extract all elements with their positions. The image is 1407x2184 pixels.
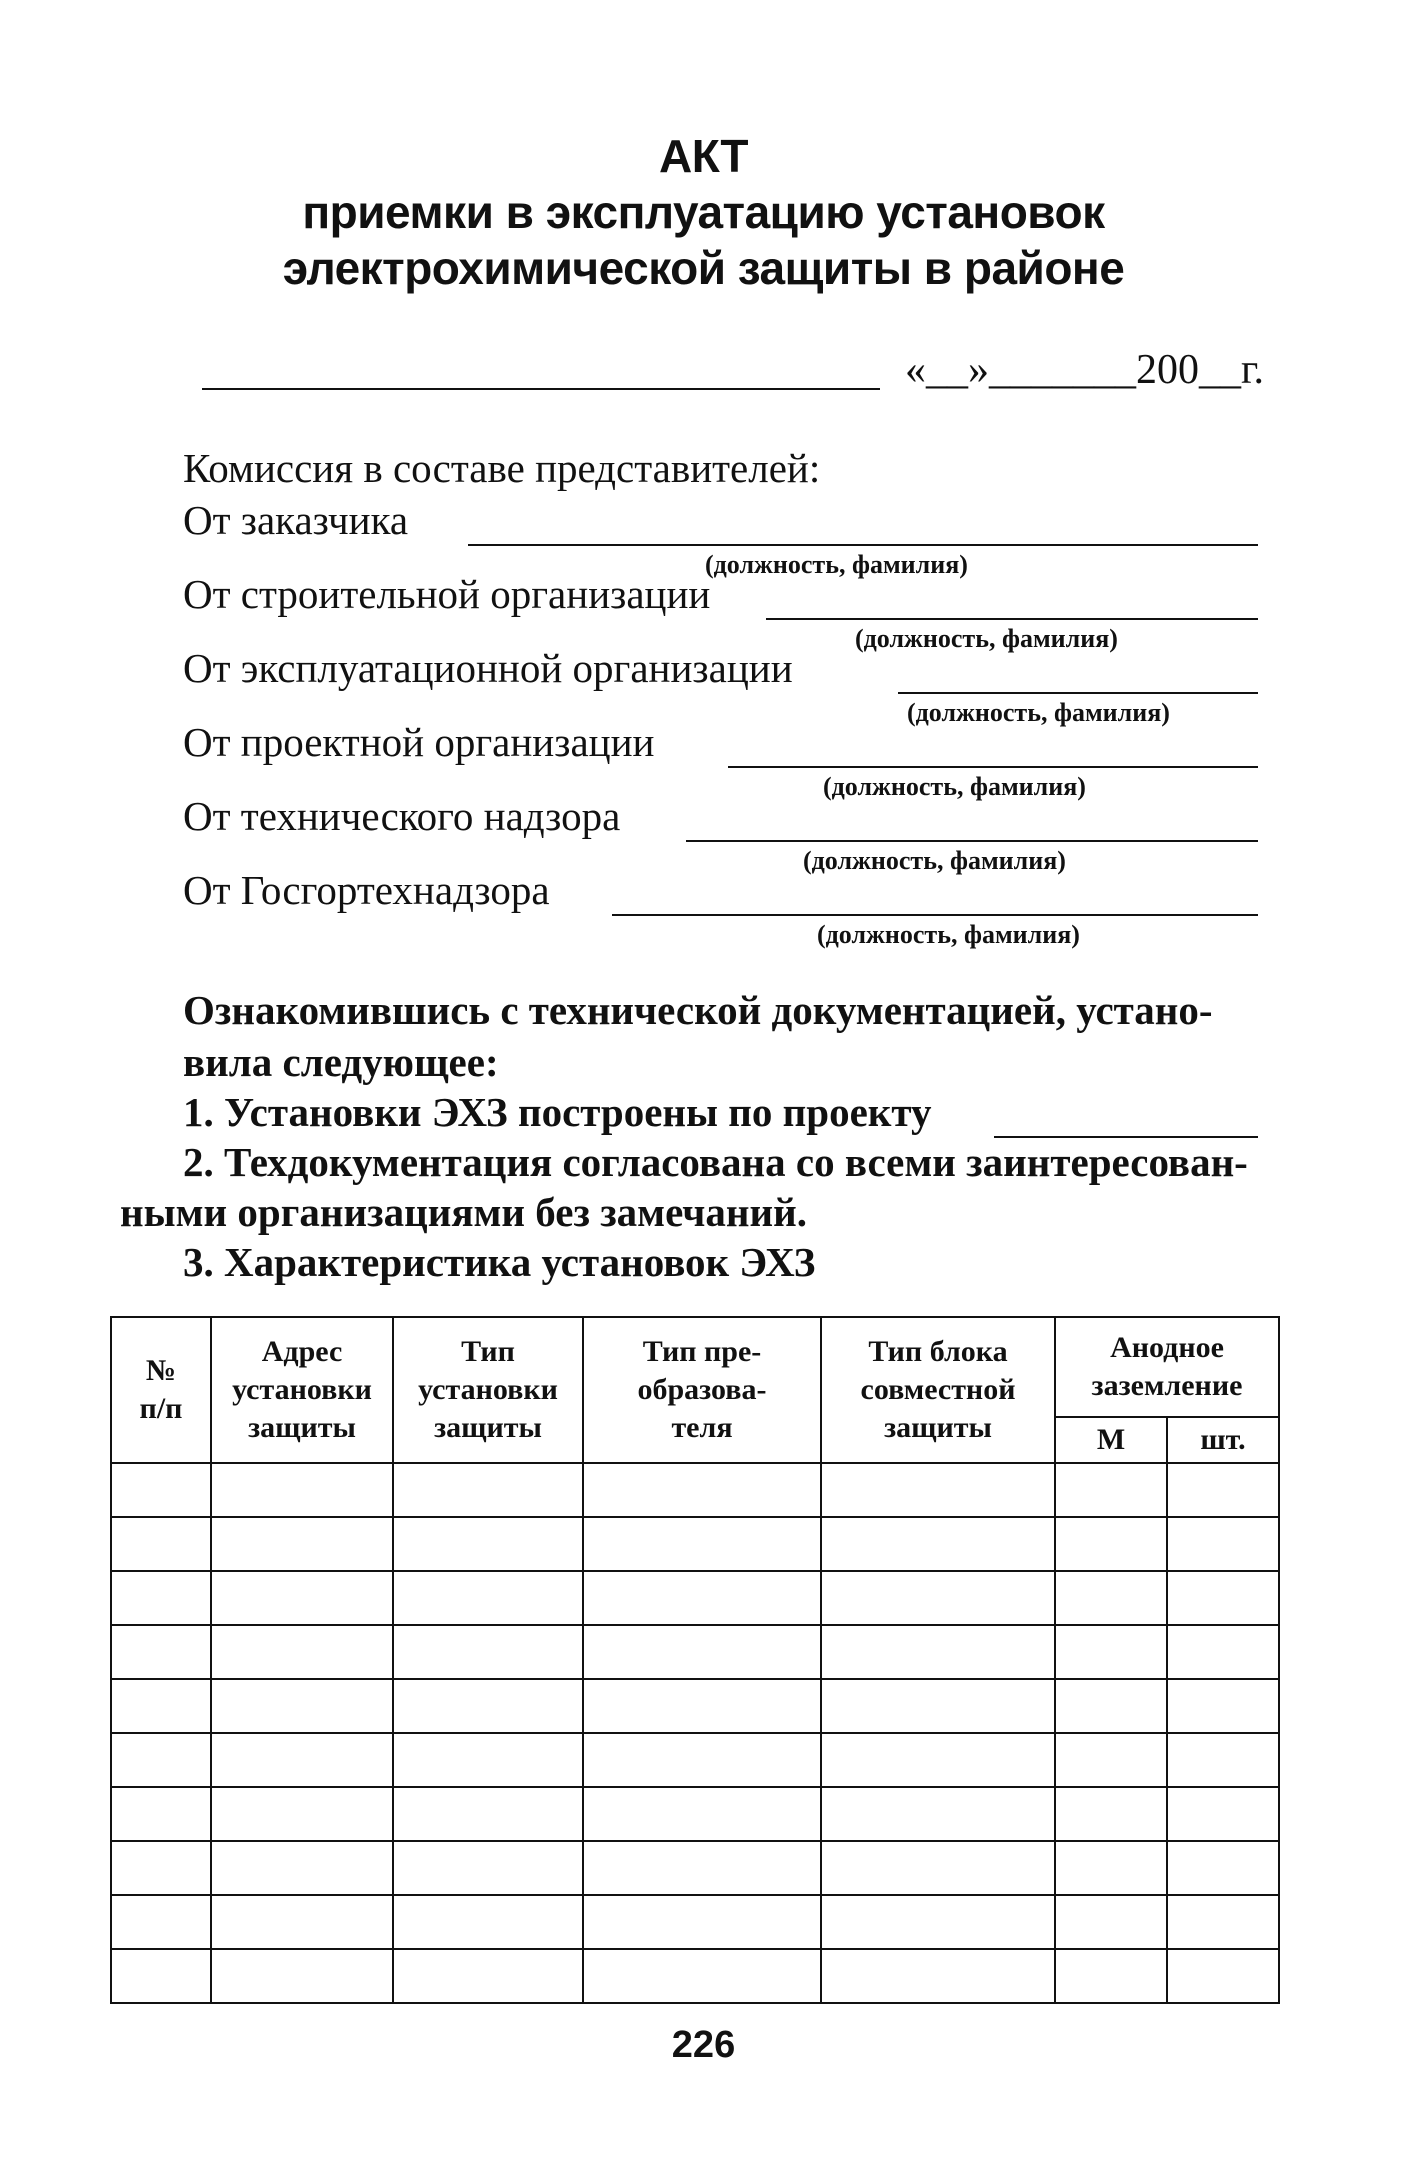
member-fill-line[interactable]	[728, 766, 1258, 768]
table-cell[interactable]	[1055, 1733, 1167, 1787]
table-cell[interactable]	[393, 1841, 583, 1895]
table-cell[interactable]	[111, 1625, 211, 1679]
table-cell[interactable]	[211, 1895, 393, 1949]
table-cell[interactable]	[821, 1463, 1055, 1517]
table-row	[111, 1571, 1279, 1625]
table-cell[interactable]	[1055, 1895, 1167, 1949]
header-address: Адрес установки защиты	[211, 1317, 393, 1463]
table-cell[interactable]	[1167, 1517, 1279, 1571]
table-cell[interactable]	[1055, 1679, 1167, 1733]
title-line-3: электрохимической защиты в районе	[282, 242, 1125, 294]
header-joint-block-type: Тип блока совместной защиты	[821, 1317, 1055, 1463]
member-technical-supervision	[183, 792, 1258, 875]
member-label: От проектной организации	[183, 719, 655, 765]
table-cell[interactable]	[821, 1679, 1055, 1733]
member-hint: (должность, фамилия)	[803, 846, 1066, 875]
table-cell[interactable]	[211, 1787, 393, 1841]
header-install-type: Тип установки защиты	[393, 1317, 583, 1463]
table-cell[interactable]	[583, 1625, 821, 1679]
table-cell[interactable]	[1055, 1571, 1167, 1625]
member-hint: (должность, фамилия)	[823, 772, 1086, 801]
table-cell[interactable]	[1167, 1625, 1279, 1679]
member-customer	[183, 496, 1258, 579]
member-hint: (должность, фамилия)	[705, 550, 968, 579]
header-no: № п/п	[111, 1317, 211, 1463]
table-cell[interactable]	[583, 1571, 821, 1625]
characteristics-table	[110, 1316, 1280, 2004]
table-cell[interactable]	[583, 1949, 821, 2003]
table-cell[interactable]	[111, 1679, 211, 1733]
table-cell[interactable]	[583, 1787, 821, 1841]
member-hint: (должность, фамилия)	[817, 920, 1080, 949]
table-cell[interactable]	[393, 1895, 583, 1949]
table-cell[interactable]	[211, 1733, 393, 1787]
table-cell[interactable]	[393, 1625, 583, 1679]
table-row	[111, 1463, 1279, 1517]
member-label: От заказчика	[183, 497, 409, 543]
table-cell[interactable]	[393, 1517, 583, 1571]
member-design-org	[183, 718, 1258, 801]
header-anode-grounding: Анодное заземление	[1055, 1317, 1279, 1417]
table-body	[111, 1463, 1279, 2003]
table-cell[interactable]	[211, 1949, 393, 2003]
table-cell[interactable]	[821, 1841, 1055, 1895]
table-cell[interactable]	[1055, 1463, 1167, 1517]
table-cell[interactable]	[1055, 1787, 1167, 1841]
table-cell[interactable]	[211, 1625, 393, 1679]
table-cell[interactable]	[1167, 1571, 1279, 1625]
member-construction-org	[183, 570, 1258, 653]
member-label: От эксплуатационной организации	[183, 645, 793, 691]
table-cell[interactable]	[393, 1733, 583, 1787]
header-anode-m: М	[1055, 1417, 1167, 1463]
table-cell[interactable]	[393, 1571, 583, 1625]
finding-item-2-line-1: 2. Техдокументация согласована со всеми заинтересован-	[183, 1139, 1248, 1185]
document-title	[0, 128, 1407, 296]
table-row	[111, 1895, 1279, 1949]
member-label: От строительной организации	[183, 571, 711, 617]
table-cell[interactable]	[583, 1517, 821, 1571]
member-fill-line[interactable]	[686, 840, 1258, 842]
table-cell[interactable]	[111, 1787, 211, 1841]
member-operating-org	[183, 644, 1258, 727]
table-cell[interactable]	[211, 1841, 393, 1895]
table-cell[interactable]	[111, 1571, 211, 1625]
table-cell[interactable]	[111, 1733, 211, 1787]
table-cell[interactable]	[1055, 1517, 1167, 1571]
header-anode-pcs: шт.	[1167, 1417, 1279, 1463]
table-row	[111, 1949, 1279, 2003]
table-cell[interactable]	[211, 1679, 393, 1733]
table-cell[interactable]	[211, 1517, 393, 1571]
table-cell[interactable]	[1167, 1949, 1279, 2003]
title-line-2: приемки в эксплуатацию установок	[302, 186, 1105, 238]
table-cell[interactable]	[211, 1571, 393, 1625]
table-cell[interactable]	[1167, 1679, 1279, 1733]
member-fill-line[interactable]	[612, 914, 1258, 916]
table-cell[interactable]	[211, 1463, 393, 1517]
title-line-1: АКТ	[658, 130, 749, 182]
table-row	[111, 1679, 1279, 1733]
table-cell[interactable]	[111, 1841, 211, 1895]
table-cell[interactable]	[1167, 1733, 1279, 1787]
table-row	[111, 1625, 1279, 1679]
member-fill-line[interactable]	[468, 544, 1258, 546]
table-cell[interactable]	[111, 1463, 211, 1517]
table-cell[interactable]	[583, 1841, 821, 1895]
table-row	[111, 1787, 1279, 1841]
table-cell[interactable]	[821, 1733, 1055, 1787]
table-cell[interactable]	[821, 1625, 1055, 1679]
table-row	[111, 1733, 1279, 1787]
table-cell[interactable]	[1055, 1841, 1167, 1895]
page-number: 226	[671, 2024, 736, 2066]
finding-item-1: 1. Установки ЭХЗ построены по проекту	[183, 1089, 932, 1135]
table-cell[interactable]	[583, 1895, 821, 1949]
finding-item-3: 3. Характеристика установок ЭХЗ	[183, 1239, 816, 1285]
findings-intro-line-2: вила следующее:	[183, 1039, 499, 1085]
table-cell[interactable]	[821, 1517, 1055, 1571]
table-cell[interactable]	[583, 1463, 821, 1517]
table-cell[interactable]	[393, 1949, 583, 2003]
table-cell[interactable]	[821, 1895, 1055, 1949]
findings-intro-line-1: Ознакомившись с технической документацией, устано-	[183, 987, 1213, 1033]
table-cell[interactable]	[1167, 1841, 1279, 1895]
member-label: От технического надзора	[183, 793, 621, 839]
table-cell[interactable]	[1167, 1787, 1279, 1841]
member-label: От Госгортехнадзора	[183, 867, 550, 913]
member-gosgortekhnadzor	[183, 866, 1258, 949]
table-cell[interactable]	[1055, 1949, 1167, 2003]
member-fill-line[interactable]	[766, 618, 1258, 620]
table-cell[interactable]	[583, 1733, 821, 1787]
table-cell[interactable]	[1055, 1625, 1167, 1679]
table-cell[interactable]	[111, 1517, 211, 1571]
table-cell[interactable]	[111, 1895, 211, 1949]
table-cell[interactable]	[393, 1463, 583, 1517]
place-fill-line[interactable]	[202, 388, 880, 390]
member-hint: (должность, фамилия)	[855, 624, 1118, 653]
table-cell[interactable]	[821, 1949, 1055, 2003]
table-cell[interactable]	[583, 1679, 821, 1733]
date-field[interactable]: «__»_______200__г.	[905, 347, 1264, 393]
table-cell[interactable]	[821, 1571, 1055, 1625]
finding-item-2-line-2: ными организациями без замечаний.	[120, 1189, 808, 1235]
table-cell[interactable]	[821, 1787, 1055, 1841]
place-date-line	[202, 348, 1264, 398]
table-cell[interactable]	[393, 1787, 583, 1841]
table-row	[111, 1517, 1279, 1571]
table-row	[111, 1841, 1279, 1895]
table-cell[interactable]	[1167, 1895, 1279, 1949]
commission-intro: Комиссия в составе представителей:	[183, 445, 821, 491]
member-fill-line[interactable]	[898, 692, 1258, 694]
header-converter-type: Тип пре- образова- теля	[583, 1317, 821, 1463]
member-hint: (должность, фамилия)	[907, 698, 1170, 727]
table-cell[interactable]	[111, 1949, 211, 2003]
characteristics-table-wrap	[110, 1316, 1278, 2010]
table-cell[interactable]	[393, 1679, 583, 1733]
table-cell[interactable]	[1167, 1463, 1279, 1517]
